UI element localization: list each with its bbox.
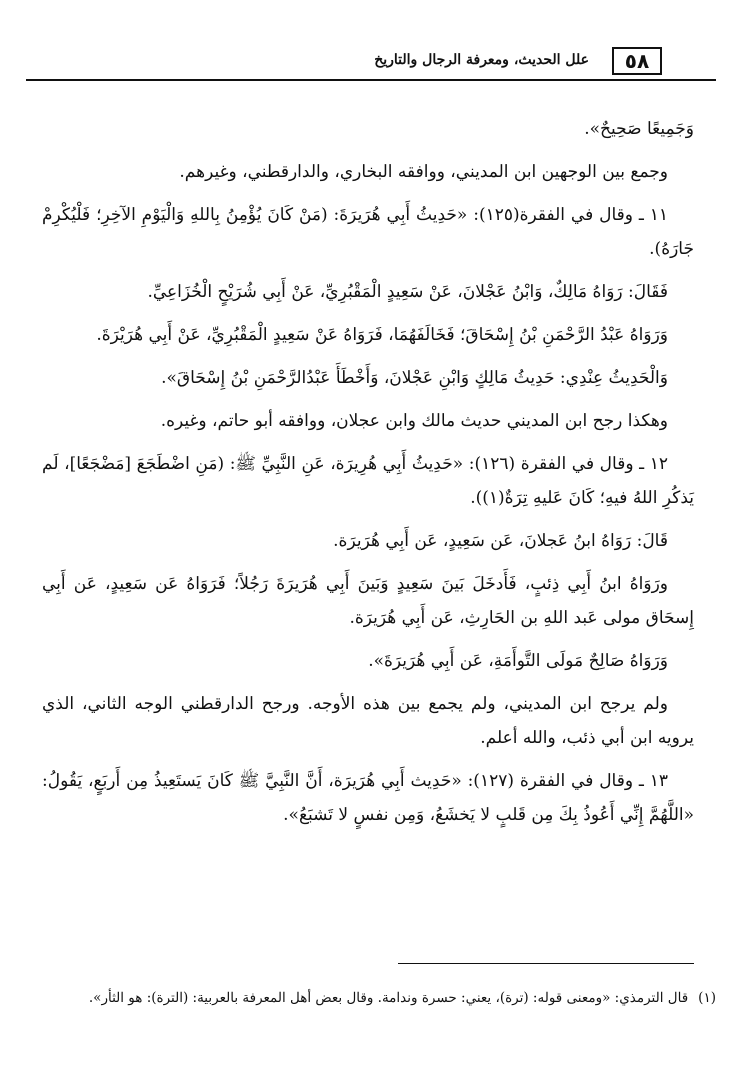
footnote-number: (١) (698, 990, 716, 1006)
footnote (26, 986, 716, 1010)
page-number: ٥٨ (612, 47, 662, 75)
paragraph: وجمع بين الوجهين ابن المديني، ووافقه البخاري، والدارقطني، وغيرهم. (179, 162, 668, 182)
footnote-divider (398, 963, 694, 964)
main-text (42, 112, 694, 841)
paragraph: ١٢ ـ وقال في الفقرة (١٢٦): «حَدِيثُ أَبِي هُرِيرَة، عَنِ النَّبِيِّ ﷺ: (مَنِ اضْطَجَعَ [مَضْجَعًا]، لَم يَذكُرِ اللهُ فيهِ؛ كَانَ عَليهِ تِرَةٌ(١)). (42, 454, 694, 508)
paragraph: وَالْحَدِيثُ عِنْدِي: حَدِيثُ مَالِكٍ وَابْنِ عَجْلانَ، وَأَخْطَأَ عَبْدُالرَّحْمَنِ بْنُ إِسْحَاقَ». (161, 368, 668, 388)
header-divider (26, 79, 716, 81)
paragraph: وَرَوَاهُ صَالِحٌ مَولَى التَّوأَمَةِ، عَن أَبِي هُرَيرَةَ». (368, 651, 668, 671)
paragraph: فَقَالَ: رَوَاهُ مَالِكٌ، وَابْنُ عَجْلانَ، عَنْ سَعِيدٍ الْمَقْبُرِيِّ، عَنْ أَبِي شُرَيْحٍ الْخُزَاعِيِّ. (147, 282, 668, 302)
paragraph: ١١ ـ وقال في الفقرة(١٢٥): «حَدِيثُ أَبِي هُرَيرَةَ: (مَنْ كَانَ يُؤْمِنُ بِاللهِ وَالْيَوْمِ الآخِرِ؛ فَلْيُكْرِمْ جَارَهُ). (42, 205, 694, 259)
paragraph: وَجَمِيعًا صَحِيحٌ». (584, 119, 694, 139)
paragraph: وهكذا رجح ابن المديني حديث مالك وابن عجلان، ووافقه أبو حاتم، وغيره. (160, 411, 668, 431)
paragraph: ولم يرجح ابن المديني، ولم يجمع بين هذه الأوجه. ورجح الدارقطني الوجه الثاني، الذي يرويه ابن أبي ذئب، والله أعلم. (42, 694, 694, 748)
paragraph: وَرَوَاهُ عَبْدُ الرَّحْمَنِ بْنُ إِسْحَاقَ؛ فَخَالَفَهُمَا، فَرَوَاهُ عَنْ سَعِيدٍ الْمَقْبُرِيِّ، عَنْ أَبِي هُرَيْرَةَ. (96, 325, 668, 345)
paragraph: ورَوَاهُ ابنُ أَبِي ذِئبٍ، فَأَدخَلَ بَينَ سَعِيدٍ وَبَينَ أَبِي هُرَيرَةَ رَجُلاً؛ فَرَوَاهُ عَن سَعِيدٍ، عَن أَبِي إِسحَاق مولى عَبد اللهِ بن الحَارِثِ، عَن أَبِي هُرَيرَة. (42, 574, 694, 628)
paragraph: ١٣ ـ وقال في الفقرة (١٢٧): «حَدِيث أَبِي هُرَيرَة، أَنَّ النَّبِيَّ ﷺ كَانَ يَستَعِيذُ مِن أَربَعٍ، يَقُولُ: «اللَّهُمَّ إِنِّي أَعُوذُ بِكَ مِن قَلبٍ لا يَخشَعُ، وَمِن نفسٍ لا تَشبَعُ». (42, 771, 694, 825)
paragraph: قَالَ: رَوَاهُ ابنُ عَجلانَ، عَن سَعِيدٍ، عَن أَبِي هُرَيرَة. (333, 531, 668, 551)
footnote-text: قال الترمذي: «ومعنى قوله: (ترة)، يعني: حسرة وندامة. وقال بعض أهل المعرفة بالعربية: (الترة): هو الثأر». (88, 990, 689, 1006)
running-title: علل الحديث، ومعرفة الرجال والتاريخ (374, 52, 589, 68)
